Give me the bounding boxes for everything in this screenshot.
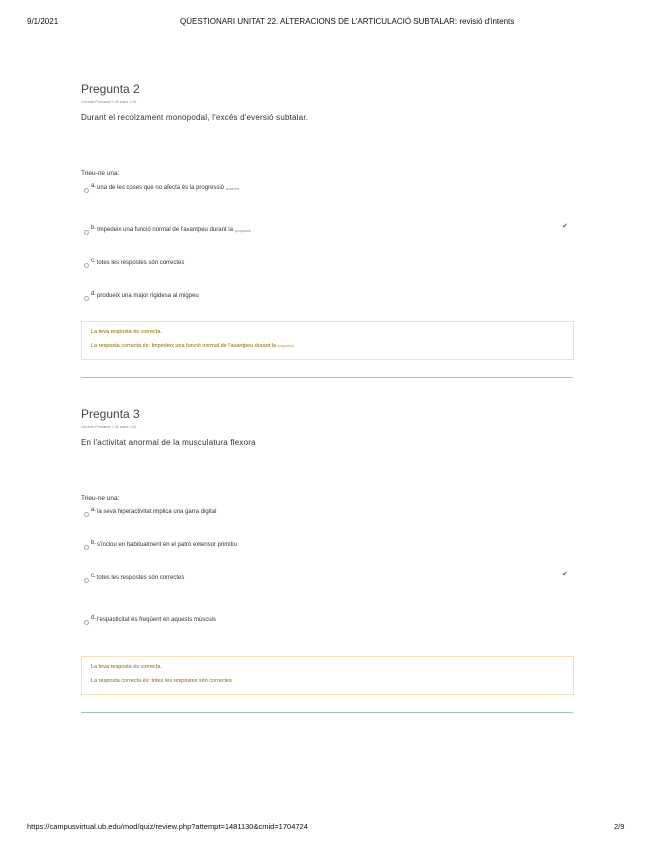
option-text: totes les respostes són correctes [96, 260, 185, 266]
radio-button[interactable] [84, 263, 89, 268]
option-letter: d. [91, 291, 97, 297]
question-title: Pregunta 2 [81, 82, 140, 96]
feedback-box [81, 656, 574, 695]
page-header-title: QÜESTIONARI UNITAT 22. ALTERACIONS DE L'ARTICULACIÓ SUBTALAR: revisió d'intents [180, 17, 515, 26]
feedback-correct: La teva resposta és correcta. [91, 329, 162, 335]
option-text: totes les respostes són correctes [96, 575, 185, 581]
question-separator [81, 712, 573, 713]
option-b[interactable] [84, 542, 237, 550]
page-number: 2/9 [614, 822, 625, 831]
radio-button[interactable] [84, 512, 89, 517]
option-text: la seva hiperactivitat implica una garra digital [97, 509, 217, 515]
option-letter: a. [91, 507, 97, 513]
feedback-right-answer: La resposta correcta és: totes les respostes són correctes [91, 678, 232, 684]
option-d[interactable] [84, 293, 199, 301]
radio-button[interactable] [84, 296, 89, 301]
answer-prompt: Trieu-ne una: [81, 170, 120, 177]
option-d[interactable] [84, 617, 216, 625]
correct-check-icon: ✔ [562, 571, 568, 578]
option-text: una de les coses que no afecta és la progressió [97, 185, 225, 191]
question-status: Correcte Puntuació 1,00 sobre 1,00 [81, 425, 137, 429]
radio-button[interactable] [84, 230, 89, 235]
feedback-right-answer [91, 343, 294, 349]
option-text: Impedeix una funció normal de l'avantpeu durant la [97, 227, 233, 233]
print-date: 9/1/2021 [27, 17, 59, 26]
option-tag: propulsió [234, 228, 252, 233]
option-tag: anterior [226, 186, 240, 191]
option-letter: c. [91, 258, 96, 264]
answer-prompt: Trieu-ne una: [81, 495, 120, 502]
question-status: Correcte Puntuació 1,00 sobre 1,00 [81, 100, 137, 104]
option-text: s'inclou en habitualment en el patró extensor primitiu [97, 542, 237, 548]
question-text: Durant el recolzament monopodal, l'excés d'eversió subtalar. [81, 113, 309, 122]
feedback-box [81, 321, 574, 360]
right-answer-text: La resposta correcta és: Impedeix una funció normal de l'avantpeu durant la [91, 343, 277, 349]
question-text: En l'activitat anormal de la musculatura flexora [81, 438, 256, 447]
option-c[interactable] [84, 260, 184, 268]
radio-button[interactable] [84, 545, 89, 550]
option-text: produeix una major rigidesa al migpeu [97, 293, 199, 299]
option-c[interactable] [84, 575, 184, 583]
option-a[interactable] [84, 509, 216, 517]
question-separator [81, 377, 573, 378]
radio-button[interactable] [84, 188, 89, 193]
question-title: Pregunta 3 [81, 407, 140, 421]
option-letter: a. [91, 183, 97, 189]
radio-button[interactable] [84, 578, 89, 583]
option-b[interactable] [84, 227, 251, 235]
option-text: l'espasticitat és freqüent en aquests músculs [97, 617, 216, 623]
page-url: https://campusvirtual.ub.edu/mod/quiz/review.php?attempt=1481130&cmid=1704724 [27, 822, 308, 831]
correct-check-icon: ✔ [562, 223, 568, 230]
option-letter: c. [91, 573, 96, 579]
feedback-correct: La teva resposta és correcta. [91, 664, 162, 670]
option-letter: b. [91, 225, 97, 231]
option-letter: d. [91, 615, 97, 621]
option-letter: b. [91, 540, 97, 546]
right-answer-tag: propulsió [277, 343, 294, 348]
option-a[interactable] [84, 185, 240, 193]
radio-button[interactable] [84, 620, 89, 625]
